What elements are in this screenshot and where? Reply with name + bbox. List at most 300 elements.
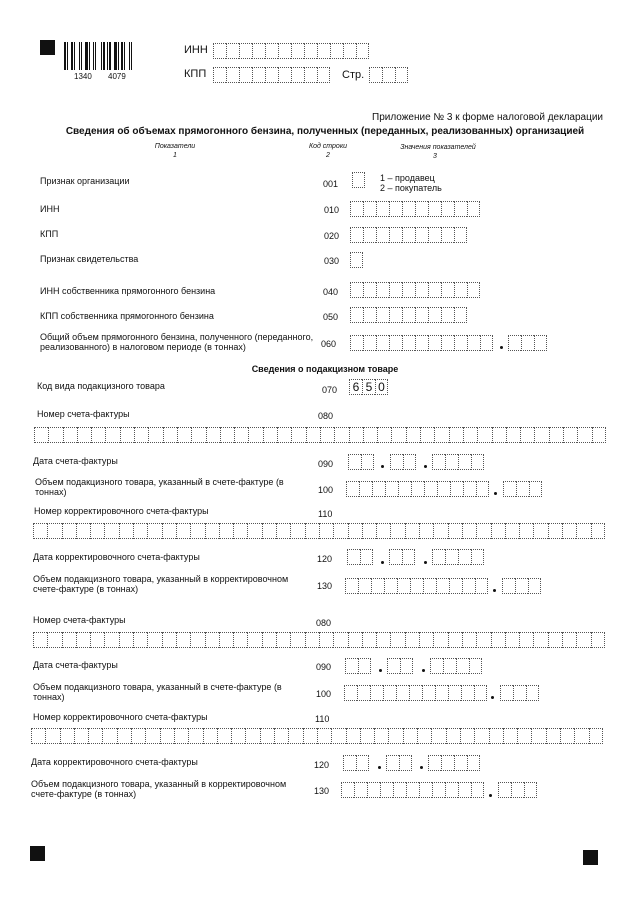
input-cell[interactable] xyxy=(361,454,374,470)
input-cell[interactable] xyxy=(363,282,376,298)
input-cell[interactable] xyxy=(77,427,91,443)
input-cell[interactable] xyxy=(252,43,265,59)
input-cell[interactable] xyxy=(399,755,412,771)
input-cell[interactable] xyxy=(362,523,376,539)
input-cell[interactable] xyxy=(471,782,484,798)
input-cell[interactable] xyxy=(350,335,363,351)
input-cell[interactable] xyxy=(131,728,145,744)
input-cell[interactable] xyxy=(239,43,252,59)
input-cell[interactable] xyxy=(60,728,74,744)
input-cell[interactable] xyxy=(317,43,330,59)
input-cell[interactable] xyxy=(467,282,480,298)
input-cell[interactable] xyxy=(450,481,463,497)
input-cell[interactable] xyxy=(441,227,454,243)
input-cell[interactable] xyxy=(48,427,62,443)
input-cell[interactable] xyxy=(562,523,576,539)
input-cell[interactable] xyxy=(63,427,77,443)
input-cell[interactable] xyxy=(409,685,422,701)
input-cell[interactable] xyxy=(591,523,605,539)
input-cell[interactable] xyxy=(520,427,534,443)
input-cell[interactable] xyxy=(432,782,445,798)
inn-field[interactable] xyxy=(350,201,480,217)
input-cell[interactable] xyxy=(348,454,361,470)
input-cell[interactable] xyxy=(441,335,454,351)
input-cell[interactable] xyxy=(449,578,462,594)
input-cell[interactable] xyxy=(454,755,467,771)
input-cell[interactable] xyxy=(402,549,415,565)
input-cell[interactable] xyxy=(291,43,304,59)
input-cell[interactable] xyxy=(503,728,517,744)
invoice-volume-integer-field[interactable] xyxy=(346,481,489,497)
input-cell[interactable] xyxy=(415,201,428,217)
input-cell[interactable] xyxy=(162,632,176,648)
input-cell[interactable] xyxy=(396,685,409,701)
input-cell[interactable] xyxy=(446,728,460,744)
input-cell[interactable] xyxy=(445,549,458,565)
input-cell[interactable] xyxy=(45,728,59,744)
input-cell[interactable] xyxy=(500,685,513,701)
input-cell[interactable] xyxy=(188,728,202,744)
input-cell[interactable] xyxy=(428,335,441,351)
input-cell[interactable] xyxy=(398,481,411,497)
input-cell[interactable] xyxy=(347,549,360,565)
input-cell[interactable] xyxy=(206,427,220,443)
input-cell[interactable] xyxy=(376,335,389,351)
invoice-volume-fraction-field[interactable] xyxy=(503,481,542,497)
header-kpp-field[interactable] xyxy=(213,67,330,83)
input-cell[interactable] xyxy=(213,43,226,59)
input-cell[interactable] xyxy=(428,201,441,217)
input-cell[interactable] xyxy=(477,427,491,443)
input-cell[interactable] xyxy=(432,549,445,565)
input-cell[interactable] xyxy=(305,523,319,539)
input-cell[interactable] xyxy=(376,307,389,323)
input-cell[interactable] xyxy=(441,201,454,217)
input-cell[interactable] xyxy=(511,782,524,798)
input-cell[interactable] xyxy=(350,282,363,298)
input-cell[interactable] xyxy=(303,728,317,744)
input-cell[interactable] xyxy=(386,755,399,771)
input-cell[interactable] xyxy=(47,523,61,539)
input-cell[interactable] xyxy=(515,578,528,594)
input-cell[interactable] xyxy=(591,632,605,648)
input-cell[interactable] xyxy=(419,632,433,648)
input-cell[interactable] xyxy=(458,549,471,565)
input-cell[interactable] xyxy=(415,282,428,298)
input-cell[interactable] xyxy=(217,728,231,744)
input-cell[interactable] xyxy=(402,201,415,217)
input-cell[interactable] xyxy=(529,481,542,497)
input-cell[interactable] xyxy=(369,67,382,83)
input-cell[interactable] xyxy=(411,481,424,497)
input-cell[interactable] xyxy=(350,307,363,323)
input-cell[interactable] xyxy=(436,578,449,594)
input-cell[interactable] xyxy=(422,685,435,701)
input-cell[interactable] xyxy=(560,728,574,744)
input-cell[interactable] xyxy=(319,632,333,648)
input-cell[interactable] xyxy=(291,67,304,83)
input-cell[interactable] xyxy=(389,201,402,217)
input-cell[interactable] xyxy=(524,782,537,798)
corr-invoice-date-day-field[interactable] xyxy=(343,755,369,771)
input-cell[interactable] xyxy=(434,427,448,443)
input-cell[interactable] xyxy=(262,632,276,648)
input-cell[interactable] xyxy=(234,427,248,443)
input-cell[interactable] xyxy=(491,632,505,648)
input-cell[interactable] xyxy=(406,427,420,443)
input-cell[interactable] xyxy=(476,632,490,648)
goods-code-field[interactable] xyxy=(349,379,388,395)
input-cell[interactable] xyxy=(174,728,188,744)
input-cell[interactable] xyxy=(376,523,390,539)
input-cell[interactable] xyxy=(247,632,261,648)
input-cell[interactable] xyxy=(334,427,348,443)
input-cell[interactable] xyxy=(419,782,432,798)
input-cell[interactable] xyxy=(549,427,563,443)
input-cell[interactable] xyxy=(274,728,288,744)
input-cell[interactable] xyxy=(498,782,511,798)
input-cell[interactable] xyxy=(362,632,376,648)
invoice-volume-fraction-field[interactable] xyxy=(500,685,539,701)
invoice-number-field[interactable] xyxy=(33,632,605,648)
input-cell[interactable] xyxy=(458,454,471,470)
input-cell[interactable] xyxy=(382,67,395,83)
input-cell[interactable] xyxy=(389,282,402,298)
input-cell[interactable] xyxy=(260,728,274,744)
invoice-date-month-field[interactable] xyxy=(390,454,416,470)
total-volume-integer-field[interactable] xyxy=(350,335,493,351)
input-cell[interactable] xyxy=(350,227,363,243)
input-cell[interactable] xyxy=(445,782,458,798)
input-cell[interactable] xyxy=(354,782,367,798)
input-cell[interactable] xyxy=(428,282,441,298)
input-cell[interactable] xyxy=(343,755,356,771)
input-cell[interactable] xyxy=(191,427,205,443)
input-cell[interactable] xyxy=(548,523,562,539)
input-cell[interactable] xyxy=(190,632,204,648)
input-cell[interactable] xyxy=(463,427,477,443)
input-cell[interactable] xyxy=(34,427,48,443)
input-cell[interactable] xyxy=(467,755,480,771)
input-cell[interactable] xyxy=(304,67,317,83)
input-cell[interactable] xyxy=(247,523,261,539)
input-cell[interactable] xyxy=(262,523,276,539)
input-cell[interactable] xyxy=(415,307,428,323)
input-cell[interactable] xyxy=(476,523,490,539)
input-cell[interactable] xyxy=(370,685,383,701)
input-cell[interactable] xyxy=(277,427,291,443)
input-cell[interactable] xyxy=(475,578,488,594)
input-cell[interactable] xyxy=(363,227,376,243)
input-cell[interactable] xyxy=(376,227,389,243)
input-cell[interactable] xyxy=(476,481,489,497)
input-cell[interactable] xyxy=(403,728,417,744)
input-cell[interactable] xyxy=(252,67,265,83)
input-cell[interactable] xyxy=(448,632,462,648)
input-cell[interactable] xyxy=(226,43,239,59)
input-cell[interactable] xyxy=(265,43,278,59)
input-cell[interactable] xyxy=(503,481,516,497)
input-cell[interactable] xyxy=(147,523,161,539)
input-cell[interactable] xyxy=(474,728,488,744)
input-cell[interactable] xyxy=(359,481,372,497)
input-cell[interactable] xyxy=(344,685,357,701)
input-cell[interactable] xyxy=(374,728,388,744)
input-cell[interactable] xyxy=(317,728,331,744)
input-cell[interactable] xyxy=(104,632,118,648)
input-cell[interactable] xyxy=(331,728,345,744)
input-cell[interactable] xyxy=(278,43,291,59)
input-cell[interactable] xyxy=(462,578,475,594)
input-cell[interactable] xyxy=(576,523,590,539)
input-cell[interactable] xyxy=(389,549,402,565)
input-cell[interactable] xyxy=(521,335,534,351)
input-cell[interactable] xyxy=(350,201,363,217)
input-cell[interactable] xyxy=(400,658,413,674)
input-cell[interactable] xyxy=(433,523,447,539)
input-cell[interactable] xyxy=(76,523,90,539)
input-cell[interactable] xyxy=(341,782,354,798)
input-cell[interactable] xyxy=(276,632,290,648)
input-cell[interactable] xyxy=(491,523,505,539)
input-cell[interactable] xyxy=(474,685,487,701)
input-cell[interactable] xyxy=(352,172,365,188)
input-cell[interactable] xyxy=(220,427,234,443)
input-cell[interactable] xyxy=(402,227,415,243)
input-cell[interactable] xyxy=(117,728,131,744)
input-cell[interactable] xyxy=(420,427,434,443)
input-cell[interactable] xyxy=(449,427,463,443)
input-cell[interactable] xyxy=(213,67,226,83)
input-cell[interactable] xyxy=(348,632,362,648)
org-sign-field[interactable] xyxy=(352,172,365,188)
input-cell[interactable] xyxy=(454,282,467,298)
input-cell[interactable] xyxy=(406,782,419,798)
input-cell[interactable] xyxy=(377,427,391,443)
input-cell[interactable] xyxy=(276,523,290,539)
input-cell[interactable] xyxy=(90,632,104,648)
input-cell[interactable] xyxy=(430,658,443,674)
input-cell[interactable] xyxy=(33,632,47,648)
input-cell[interactable] xyxy=(134,427,148,443)
input-cell[interactable] xyxy=(385,481,398,497)
input-cell[interactable] xyxy=(589,728,603,744)
input-cell[interactable] xyxy=(330,43,343,59)
input-cell[interactable] xyxy=(291,427,305,443)
kpp-field[interactable] xyxy=(350,227,467,243)
input-cell[interactable] xyxy=(102,728,116,744)
input-cell[interactable] xyxy=(456,658,469,674)
input-cell[interactable] xyxy=(120,427,134,443)
input-cell[interactable] xyxy=(432,454,445,470)
input-cell[interactable] xyxy=(419,523,433,539)
input-cell[interactable] xyxy=(415,227,428,243)
input-cell[interactable] xyxy=(356,43,369,59)
input-cell[interactable] xyxy=(363,335,376,351)
input-cell[interactable] xyxy=(105,427,119,443)
input-cell[interactable] xyxy=(431,728,445,744)
input-cell[interactable] xyxy=(513,685,526,701)
input-cell[interactable] xyxy=(372,481,385,497)
input-cell[interactable] xyxy=(319,523,333,539)
input-cell[interactable] xyxy=(502,578,515,594)
input-cell[interactable] xyxy=(62,632,76,648)
input-cell[interactable] xyxy=(389,335,402,351)
input-cell[interactable] xyxy=(480,335,493,351)
corr-invoice-date-day-field[interactable] xyxy=(347,549,373,565)
input-cell[interactable] xyxy=(505,523,519,539)
input-cell[interactable] xyxy=(417,728,431,744)
input-cell[interactable] xyxy=(358,578,371,594)
invoice-date-year-field[interactable] xyxy=(430,658,482,674)
corr-invoice-number-field[interactable] xyxy=(33,523,605,539)
input-cell[interactable] xyxy=(390,454,403,470)
input-cell[interactable] xyxy=(219,523,233,539)
input-cell[interactable] xyxy=(389,227,402,243)
input-cell[interactable] xyxy=(460,728,474,744)
corr-invoice-volume-fraction-field[interactable] xyxy=(502,578,541,594)
input-cell[interactable] xyxy=(448,523,462,539)
input-cell[interactable] xyxy=(402,307,415,323)
input-cell[interactable] xyxy=(415,335,428,351)
input-cell[interactable] xyxy=(357,685,370,701)
input-cell[interactable] xyxy=(305,632,319,648)
input-cell[interactable] xyxy=(356,755,369,771)
input-cell[interactable] xyxy=(534,427,548,443)
input-cell[interactable] xyxy=(176,523,190,539)
input-cell[interactable] xyxy=(435,685,448,701)
input-cell[interactable] xyxy=(333,632,347,648)
input-cell[interactable] xyxy=(428,227,441,243)
input-cell[interactable] xyxy=(88,728,102,744)
certificate-sign-field[interactable] xyxy=(350,252,363,268)
input-cell[interactable] xyxy=(76,632,90,648)
input-cell[interactable] xyxy=(533,523,547,539)
input-cell[interactable] xyxy=(471,549,484,565)
input-cell[interactable] xyxy=(405,523,419,539)
input-cell[interactable] xyxy=(526,685,539,701)
input-cell[interactable] xyxy=(441,282,454,298)
input-cell[interactable] xyxy=(233,523,247,539)
input-cell[interactable] xyxy=(145,728,159,744)
owner-kpp-field[interactable] xyxy=(350,307,467,323)
input-cell[interactable] xyxy=(393,782,406,798)
invoice-date-day-field[interactable] xyxy=(345,658,371,674)
input-cell[interactable] xyxy=(506,427,520,443)
input-cell[interactable] xyxy=(462,523,476,539)
input-cell[interactable] xyxy=(162,523,176,539)
input-cell[interactable] xyxy=(390,632,404,648)
input-cell[interactable] xyxy=(349,427,363,443)
input-cell[interactable] xyxy=(160,728,174,744)
input-cell[interactable] xyxy=(563,427,577,443)
input-cell[interactable] xyxy=(47,632,61,648)
corr-invoice-date-month-field[interactable] xyxy=(389,549,415,565)
input-cell[interactable] xyxy=(528,578,541,594)
input-cell[interactable] xyxy=(517,728,531,744)
corr-invoice-date-year-field[interactable] xyxy=(432,549,484,565)
input-cell[interactable] xyxy=(390,523,404,539)
input-cell[interactable] xyxy=(74,728,88,744)
input-cell[interactable] xyxy=(534,335,547,351)
input-cell[interactable] xyxy=(104,523,118,539)
input-cell[interactable] xyxy=(231,728,245,744)
input-cell[interactable] xyxy=(384,578,397,594)
input-cell[interactable] xyxy=(592,427,606,443)
input-cell[interactable] xyxy=(226,67,239,83)
invoice-volume-integer-field[interactable] xyxy=(344,685,487,701)
input-cell[interactable] xyxy=(531,728,545,744)
input-cell[interactable] xyxy=(360,549,373,565)
total-volume-fraction-field[interactable] xyxy=(508,335,547,351)
input-cell[interactable] xyxy=(177,427,191,443)
input-cell[interactable] xyxy=(367,782,380,798)
input-cell[interactable] xyxy=(519,523,533,539)
input-cell[interactable] xyxy=(360,728,374,744)
input-cell[interactable] xyxy=(290,632,304,648)
input-cell[interactable] xyxy=(163,427,177,443)
input-cell[interactable] xyxy=(405,632,419,648)
corr-invoice-date-year-field[interactable] xyxy=(428,755,480,771)
input-cell[interactable] xyxy=(548,632,562,648)
input-cell[interactable] xyxy=(346,481,359,497)
input-cell[interactable] xyxy=(148,427,162,443)
corr-invoice-date-month-field[interactable] xyxy=(386,755,412,771)
input-cell[interactable] xyxy=(489,728,503,744)
input-cell[interactable] xyxy=(90,523,104,539)
input-cell[interactable] xyxy=(546,728,560,744)
input-cell[interactable] xyxy=(402,335,415,351)
corr-invoice-volume-fraction-field[interactable] xyxy=(498,782,537,798)
input-cell[interactable] xyxy=(505,632,519,648)
input-cell[interactable] xyxy=(395,67,408,83)
input-cell[interactable] xyxy=(219,632,233,648)
input-cell[interactable] xyxy=(533,632,547,648)
input-cell[interactable] xyxy=(448,685,461,701)
input-cell[interactable] xyxy=(471,454,484,470)
input-cell[interactable] xyxy=(233,632,247,648)
input-cell[interactable] xyxy=(363,201,376,217)
input-cell[interactable] xyxy=(345,578,358,594)
input-cell[interactable] xyxy=(176,632,190,648)
input-cell[interactable] xyxy=(288,728,302,744)
input-cell[interactable] xyxy=(516,481,529,497)
input-cell[interactable] xyxy=(428,755,441,771)
input-cell[interactable] xyxy=(467,201,480,217)
input-cell[interactable] xyxy=(397,578,410,594)
input-cell[interactable] xyxy=(380,782,393,798)
input-cell[interactable] xyxy=(403,454,416,470)
corr-invoice-volume-integer-field[interactable] xyxy=(345,578,488,594)
input-cell[interactable] xyxy=(458,782,471,798)
input-cell[interactable] xyxy=(562,632,576,648)
corr-invoice-volume-integer-field[interactable] xyxy=(341,782,484,798)
input-cell[interactable] xyxy=(437,481,450,497)
invoice-date-year-field[interactable] xyxy=(432,454,484,470)
input-cell[interactable] xyxy=(423,578,436,594)
input-cell[interactable] xyxy=(346,728,360,744)
input-cell[interactable] xyxy=(461,685,474,701)
input-cell[interactable] xyxy=(492,427,506,443)
input-cell[interactable] xyxy=(320,427,334,443)
input-cell[interactable] xyxy=(445,454,458,470)
input-cell[interactable] xyxy=(205,523,219,539)
input-cell[interactable] xyxy=(91,427,105,443)
input-cell[interactable] xyxy=(33,523,47,539)
input-cell[interactable] xyxy=(402,282,415,298)
input-cell[interactable] xyxy=(387,658,400,674)
input-cell[interactable] xyxy=(290,523,304,539)
